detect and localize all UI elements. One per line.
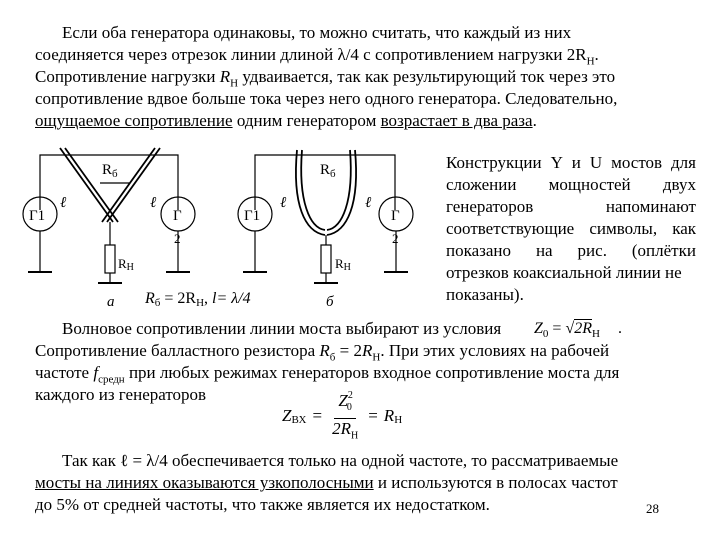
load-resistor-a (105, 245, 115, 273)
diagram-a-gen-right-num: 2 (174, 231, 181, 246)
wave-impedance-formula: $Z_0 = √2R_Н$ . (534, 320, 622, 341)
right-line-2: сложении мощностей двух (446, 175, 696, 194)
bridge-diagrams (0, 130, 440, 315)
diagram-b-label: б (326, 294, 334, 310)
svg-text:Rб: $R_б$ (320, 162, 336, 180)
middle-line-2: Сопротивление балластного резистора $R_б = 2R_Н$. При этих условиях на рабочей (35, 341, 610, 364)
right-line-6: отрезков коаксиальной линии не (446, 263, 682, 282)
middle-line-4: каждого из генераторов (35, 385, 207, 404)
diagram-b-rb: R (320, 162, 331, 178)
diagram-caption: Rб = 2RН, l= λ/4 (145, 290, 251, 309)
diagram-b-ell-right: ℓ (365, 195, 372, 211)
svg-text:RН: RН (118, 256, 134, 273)
diagram-a-rb: R (102, 162, 113, 178)
right-line-5: показано на рис. (оплётки (446, 241, 696, 260)
svg-text:RН: RН (335, 256, 351, 273)
middle-line-1: Волновое сопротивлении линии моста выбирают из условия (62, 319, 502, 338)
intro-line-2: соединяется через отрезок линии длиной λ/4 с сопротивлением нагрузки $2R_Н$. (35, 45, 599, 68)
intro-line-1: Если оба генератора одинаковы, то можно считать, что каждый из них (62, 23, 572, 42)
diagram-b-ell-left: ℓ (280, 195, 287, 211)
right-line-3: генераторов напоминают (446, 197, 696, 216)
diagram-a-rh: R (118, 256, 127, 271)
outro-line-3: до 5% от средней частоты, что также является их недостатком. (35, 495, 490, 514)
svg-text:Rб: $R_б$ (102, 162, 118, 180)
diagram-a-ell-right: ℓ (150, 195, 157, 211)
diagram-a-ell-left: ℓ (60, 195, 67, 211)
intro-line-5: ощущаемое сопротивление одним генератором возрастает в два раза. (35, 111, 537, 130)
diagram-b-gen-right-num: 2 (392, 231, 399, 246)
diagram-a-label: а (107, 294, 115, 310)
diagram-a-gen-right: Г (173, 208, 182, 224)
load-resistor-b (321, 245, 331, 273)
outro-line-2: мосты на линиях оказываются узкополосными и используются в полосах частот (35, 473, 618, 492)
input-impedance-formula: Z $_{ВХ}$ = $Z^2_0$ $2R_Н$ = R $_Н$ (282, 392, 402, 440)
diagram-b-rh: R (335, 256, 344, 271)
diagram-b-gen-left: Г1 (244, 208, 261, 224)
right-line-1: Конструкции Y и U мостов для (446, 153, 696, 172)
right-line-4: соответствующие символы, как (446, 219, 696, 238)
middle-line-3: частоте $f_{средн}$ при любых режимах генераторов входное сопротивление моста для (35, 363, 620, 386)
outro-line-1: Так как ℓ = λ/4 обеспечивается только на одной частоте, то рассматриваемые (62, 451, 619, 470)
right-line-7: показаны). (446, 285, 524, 304)
diagram-b-gen-right: Г (391, 208, 400, 224)
intro-line-3: Сопротивление нагрузки $R_Н$ удваивается, так как результирующий ток через это (35, 67, 616, 90)
page-number: 28 (646, 501, 659, 516)
diagram-a-gen-left: Г1 (29, 208, 46, 224)
intro-line-4: сопротивление вдвое больше тока через него одного генератора. Следовательно, (35, 89, 618, 108)
